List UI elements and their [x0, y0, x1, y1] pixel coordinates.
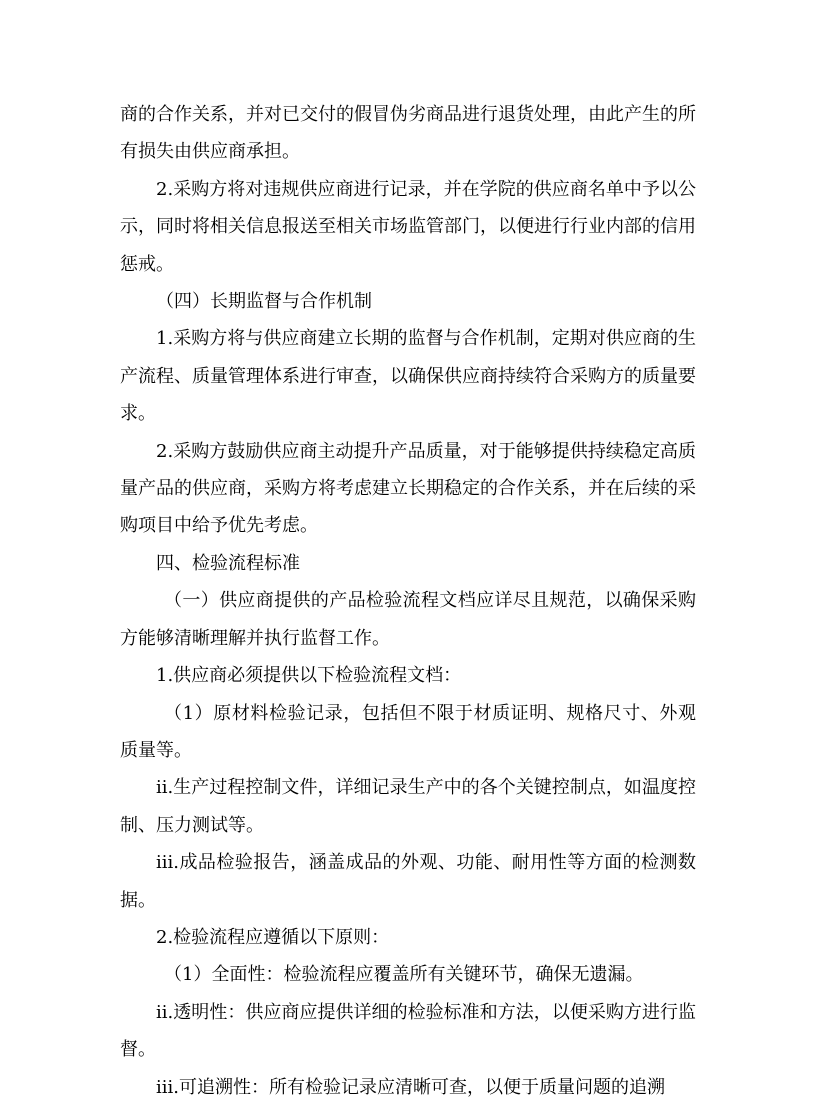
list-item-comprehensiveness: （1）全面性：检验流程应覆盖所有关键环节，确保无遗漏。 — [164, 964, 644, 986]
paragraph-item-2-record-violations: 2.采购方将对违规供应商进行记录，并在学院的供应商名单中予以公示，同时将相关信息报送至相关市场监管部门，以便进行行业内部的信用惩戒。 — [120, 178, 696, 275]
list-item-process-control: ii.生产过程控制文件，详细记录生产中的各个关键控制点，如温度控制、压力测试等。 — [120, 777, 696, 836]
paragraph-item-1-supervision-mechanism: 1.采购方将与供应商建立长期的监督与合作机制，定期对供应商的生产流程、质量管理体系进行审查，以确保供应商持续符合采购方的质量要求。 — [120, 328, 696, 425]
list-item-finished-inspection: iii.成品检验报告，涵盖成品的外观、功能、耐用性等方面的检测数据。 — [120, 852, 696, 911]
paragraph-continuation: 商的合作关系，并对已交付的假冒伪劣商品进行退货处理，由此产生的所有损失由供应商承担。 — [120, 104, 696, 163]
section-heading-long-term-supervision: （四）长期监督与合作机制 — [156, 291, 372, 313]
paragraph-item-2-principles: 2.检验流程应遵循以下原则： — [156, 926, 390, 948]
paragraph-item-1-required-docs: 1.供应商必须提供以下检验流程文档： — [156, 665, 462, 687]
paragraph-inspection-docs-requirement: （一）供应商提供的产品检验流程文档应详尽且规范，以确保采购方能够清晰理解并执行监督工作。 — [120, 590, 696, 649]
section-heading-inspection-standards: 四、检验流程标准 — [156, 552, 300, 574]
list-item-transparency: ii.透明性：供应商应提供详细的检验标准和方法，以便采购方进行监督。 — [120, 1001, 696, 1061]
paragraph-item-2-encourage-quality: 2.采购方鼓励供应商主动提升产品质量，对于能够提供持续稳定高质量产品的供应商，采购方将考虑建立长期稳定的合作关系，并在后续的采购项目中给予优先考虑。 — [120, 440, 696, 537]
list-item-traceability: iii.可追溯性：所有检验记录应清晰可查，以便于质量问题的追溯 — [156, 1076, 665, 1098]
list-item-raw-material-records: （1）原材料检验记录，包括但不限于材质证明、规格尺寸、外观质量等。 — [120, 702, 696, 761]
